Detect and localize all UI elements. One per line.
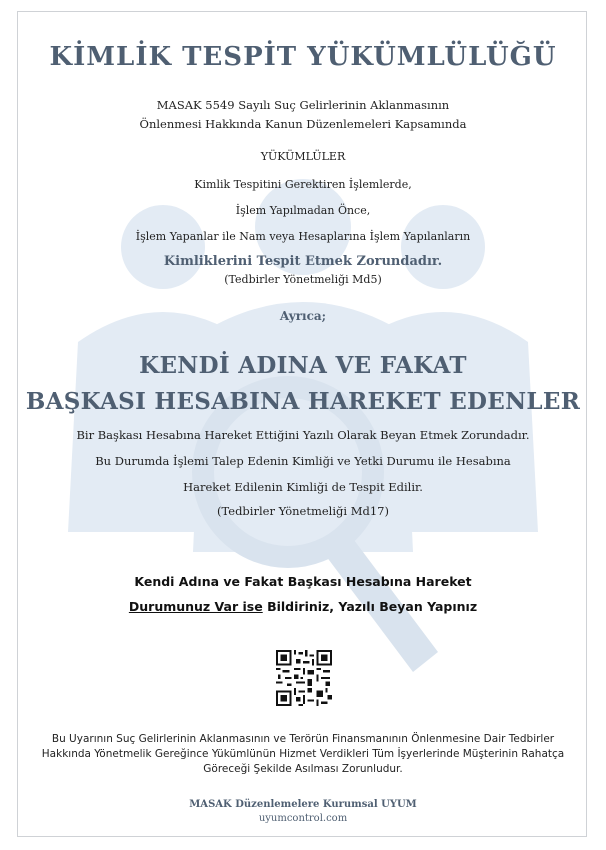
reference-md17: (Tedbirler Yönetmeliği Md17) bbox=[217, 504, 389, 518]
poster-frame bbox=[17, 11, 587, 837]
footer-notice bbox=[18, 732, 587, 777]
subtitle-line-1: MASAK 5549 Sayılı Suç Gelirlerinin Aklanmasının bbox=[156, 98, 450, 112]
body-line-2: Bu Durumda İşlemi Talep Edenin Kimliği ve Yetki Durumu ile Hesabına bbox=[95, 454, 511, 468]
must-identify-text: Kimliklerini Tespit Etmek Zorundadır. bbox=[163, 254, 443, 269]
also-label: Ayrıca; bbox=[279, 309, 327, 323]
call-underlined-text: Durumunuz Var ise bbox=[128, 599, 263, 614]
call-to-action-line-2 bbox=[18, 599, 587, 614]
obligated-line-3: İşlem Yapanlar ile Nam veya Hesaplarına İşlem Yapılanların bbox=[135, 230, 471, 243]
obligated-line-2: İşlem Yapılmadan Önce, bbox=[235, 204, 371, 217]
subtitle bbox=[18, 96, 587, 134]
subtitle-line-2: Önlenmesi Hakkında Kanun Düzenlemeleri Kapsamında bbox=[139, 117, 467, 131]
body-line-3: Hareket Edilenin Kimliği de Tespit Edilir. bbox=[183, 480, 423, 494]
reference-md5: (Tedbirler Yönetmeliği Md5) bbox=[224, 273, 382, 286]
footer-line-1: Bu Uyarının Suç Gelirlerinin Aklanmasının ve Terörün Finansmanının Önlenmesine Dair Tedbirler bbox=[51, 733, 555, 745]
page-title: KİMLİK TESPİT YÜKÜMLÜLÜĞÜ bbox=[49, 42, 557, 72]
brand-name: MASAK Düzenlemelere Kurumsal UYUM bbox=[189, 799, 417, 810]
obligated-heading: YÜKÜMLÜLER bbox=[260, 150, 346, 163]
body-line-1: Bir Başkası Hesabına Hareket Ettiğini Yazılı Olarak Beyan Etmek Zorundadır. bbox=[76, 428, 530, 442]
obligated-line-1: Kimlik Tespitini Gerektiren İşlemlerde, bbox=[194, 178, 412, 191]
call-rest-text: Bildiriniz, Yazılı Beyan Yapınız bbox=[262, 599, 478, 614]
people-magnifier-watermark bbox=[18, 12, 587, 837]
website-link[interactable]: uyumcontrol.com bbox=[258, 813, 348, 824]
footer-line-3: Göreceği Şekilde Asılması Zorunludur. bbox=[203, 763, 403, 775]
call-to-action-line-1: Kendi Adına ve Fakat Başkası Hesabına Hareket bbox=[134, 574, 472, 589]
footer-line-2: Hakkında Yönetmelik Gereğince Yükümlünün Hizmet Verdikleri Tüm İşyerlerinde Müşterinin Rahatça bbox=[41, 748, 565, 760]
headline-line-1: KENDİ ADINA VE FAKAT bbox=[139, 352, 467, 379]
headline-line-2: BAŞKASI HESABINA HAREKET EDENLER bbox=[25, 388, 581, 415]
qr-code[interactable] bbox=[276, 650, 332, 706]
